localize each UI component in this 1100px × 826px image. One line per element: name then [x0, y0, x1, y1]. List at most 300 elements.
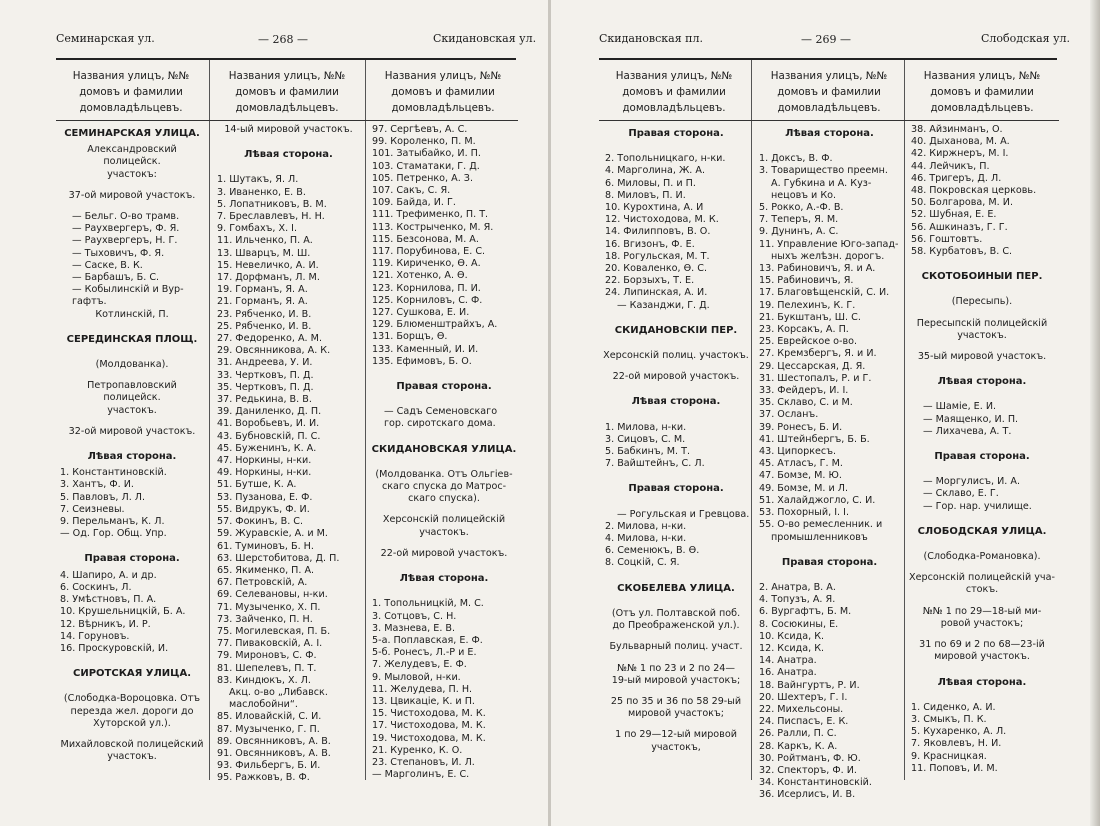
spacer	[215, 136, 362, 145]
house-entry: 119. Кириченко, Ѳ. А.	[372, 258, 481, 270]
owner-entry: — Моргулисъ, И. А.	[923, 476, 1021, 488]
house-entry: 61. Туминовъ, Б. Н.	[217, 540, 314, 552]
house-entry: 5. Павловъ, Л. Л.	[60, 491, 146, 503]
house-entry: 65. Якименко, П. А.	[217, 564, 315, 576]
house-entry: 19. Горманъ, Я. А.	[217, 284, 308, 296]
house-entry: 2. Топольницкаго, н-ки.	[605, 153, 726, 165]
district-note: 32-ой мировой участокъ.	[68, 425, 196, 437]
house-entry: 19. Чистоходова, М. К.	[372, 732, 486, 744]
house-entry: 8. Умѣстновъ, П. А.	[60, 594, 157, 606]
house-entry: 12. Чистоходова, М. К.	[605, 214, 719, 226]
spacer	[909, 693, 1055, 702]
house-entry: 71. Музыченко, Х. П.	[217, 601, 321, 613]
district-note: 19-ый мировой участокъ;	[611, 674, 741, 686]
house-entry: 30. Ройтманъ, Ф. Ю.	[759, 752, 861, 764]
entry-column	[215, 124, 362, 785]
district-note: 22-ой мировой участокъ.	[380, 547, 508, 559]
house-entry: 4. Шапиро, А. и др.	[60, 569, 157, 581]
house-entry: 47. Бомзе, М. Ю.	[759, 470, 842, 482]
section-heading: Правая сторона.	[396, 381, 492, 393]
spacer	[909, 513, 1055, 522]
house-entry: 3. Смыкъ, П. К.	[911, 713, 987, 725]
spacer	[370, 368, 518, 377]
owner-entry: ныхъ желѣзн. дорогъ.	[771, 250, 885, 262]
spacer	[58, 438, 206, 447]
spacer	[58, 730, 206, 739]
entry-column	[603, 124, 749, 754]
district-note: 14-ый мировой участокъ.	[224, 124, 353, 135]
spacer	[603, 341, 749, 350]
owner-entry: маслобойни“.	[229, 699, 298, 711]
page-number: — 268 —	[258, 33, 308, 46]
house-entry: 3. Сицовъ, С. М.	[605, 433, 686, 445]
house-entry: 6. Миловы, П. и П.	[605, 177, 696, 189]
spacer	[58, 350, 206, 359]
district-note: 35-ый мировой участокъ.	[917, 351, 1047, 363]
column-header-text: Названия улицъ, №№ домовъ и фамилии домовладѣльцевъ.	[384, 70, 502, 114]
house-entry: 131. Борщъ, Ѳ.	[372, 331, 448, 343]
house-entry: 1. Шутакъ, Я. Л.	[217, 174, 299, 186]
house-entry: 11. Желудева, П. Н.	[372, 683, 473, 695]
house-entry: 25. Рябченко, И. В.	[217, 320, 312, 332]
owner-entry: — Маященко, И. П.	[923, 413, 1019, 425]
section-heading: СЛОБОДСКАЯ УЛИЦА.	[917, 525, 1047, 537]
house-entry: 3. Иваненко, Е. В.	[217, 186, 306, 198]
house-entry: 48. Покровская церковь.	[911, 185, 1037, 197]
spacer	[58, 684, 206, 693]
house-entry: 22. Михельсоны.	[759, 703, 844, 715]
spacer	[909, 563, 1055, 572]
entry-column	[909, 124, 1055, 775]
district-note: Александровский полицейск.	[87, 144, 177, 168]
district-note: (Пересыпь).	[951, 296, 1013, 308]
spacer	[58, 202, 206, 211]
owner-entry: — Лихачева, А. Т.	[923, 425, 1012, 437]
house-entry: 16. Проскуровскiй, И.	[60, 642, 169, 654]
house-entry: 10. Крушельницкiй, Б. А.	[60, 606, 186, 618]
district-note: скаго спуска до Матрос-	[381, 481, 507, 493]
spacer	[370, 431, 518, 440]
house-entry: 123. Корнилова, П. И.	[372, 282, 481, 294]
house-entry: 133. Каменный, И. И.	[372, 343, 479, 355]
house-entry: 1. Милова, н-ки.	[605, 421, 687, 433]
house-entry: 51. Халайджогло, С. И.	[759, 494, 876, 506]
spacer	[909, 542, 1055, 551]
house-entry: 53. Пузанова, Е. Ф.	[217, 491, 313, 503]
house-entry: 5. Бабкинъ, М. Т.	[605, 446, 691, 458]
spacer	[370, 460, 518, 469]
spacer	[603, 632, 749, 641]
district-note: участокъ:	[107, 168, 157, 180]
house-entry: 97. Сергѣевъ, А. С.	[372, 124, 468, 135]
house-entry: 79. Мироновъ, С. Ф.	[217, 650, 317, 662]
owner-entry: — Рогульская и Гревцова.	[617, 508, 749, 520]
house-entry: 25. Еврейское о-во.	[759, 336, 858, 348]
section-heading: Правая сторона.	[934, 451, 1030, 463]
spacer	[603, 570, 749, 579]
house-entry: 3. Сотцовъ, С. Н.	[372, 610, 457, 622]
section-heading: Лѣвая сторона.	[87, 451, 177, 463]
section-heading: СКИДАНОВСКIЙ ПЕР.	[614, 324, 738, 336]
column-header-text: Названия улицъ, №№ домовъ и фамилии домовладѣльцевъ.	[923, 70, 1041, 114]
spacer	[603, 383, 749, 392]
left-page	[0, 0, 549, 826]
house-entry: 56. Гоштовтъ.	[911, 233, 983, 245]
house-entry: 23. Корсакъ, А. П.	[759, 324, 849, 336]
house-entry: 35. Чертковъ, П. Д.	[217, 381, 314, 393]
owner-entry: — Шамiе, Е. И.	[923, 401, 997, 413]
district-note: Херсонскiй полицейскiй	[382, 514, 506, 526]
house-entry: 58. Курбатовъ, В. С.	[911, 246, 1013, 258]
house-entry: 5-б. Ронесъ, Л.-Р и Е.	[372, 647, 477, 659]
house-entry: 17. Дорфманъ, Л. М.	[217, 272, 320, 284]
house-entry: 15. Рабиновичъ, Я.	[759, 275, 854, 287]
house-entry: 117. Порубинова, Е. С.	[372, 246, 486, 258]
section-heading: Лѣвая сторона.	[399, 573, 489, 585]
owner-entry: — Раухвергеръ, Ф. Я.	[72, 223, 180, 235]
spacer	[909, 363, 1055, 372]
spacer	[603, 312, 749, 321]
district-note: 37-ой мировой участокъ.	[68, 189, 196, 201]
entry-column	[58, 124, 206, 763]
house-entry: 50. Болгарова, М. И.	[911, 197, 1014, 209]
district-note: участокъ,	[651, 741, 701, 753]
district-note: мировой участокъ.	[934, 651, 1030, 663]
section-heading: СКОТОБОЙНЫЙ ПЕР.	[921, 271, 1043, 283]
house-entry: 3. Хантъ, Ф. И.	[60, 479, 134, 491]
district-note: Херсонскiй полиц. участокъ.	[603, 350, 749, 362]
house-entry: 36. Исерлисъ, И. В.	[759, 789, 856, 801]
section-heading: СКОБЕЛЕВА УЛИЦА.	[617, 582, 735, 594]
house-entry: 9. Мыловой, н-ки.	[372, 671, 461, 683]
house-entry: 21. Горманъ, Я. А.	[217, 296, 308, 308]
house-entry: 7. Яковлевъ, Н. И.	[911, 738, 1002, 750]
house-entry: 111. Трефименко, П. Т.	[372, 209, 489, 221]
house-entry: — Од. Гор. Общ. Упр.	[60, 528, 167, 540]
district-note: №№ 1 по 23 и 2 по 24—	[616, 662, 736, 674]
house-entry: 32. Спекторъ, Ф. И.	[759, 764, 857, 776]
house-entry: 18. Рогульская, М. Т.	[605, 250, 710, 262]
district-note: участокъ.	[107, 751, 157, 763]
section-heading: Лѣвая сторона.	[631, 396, 721, 408]
house-entry: 10. Курохтина, А. И	[605, 202, 704, 214]
house-entry: 59. Журавскiе, А. и М.	[217, 528, 328, 540]
spacer	[909, 309, 1055, 318]
column-header-text: Названия улицъ, №№ домовъ и фамилии домовладѣльцевъ.	[770, 70, 888, 114]
house-entry: 69. Селевановы, н-ки.	[217, 589, 328, 601]
house-entry: 17. Благовѣщенскiй, С. И.	[759, 287, 890, 299]
house-entry: 45. Буженинъ, К. А.	[217, 442, 317, 454]
column-header-1	[599, 68, 749, 116]
house-entry: 6. Соскинъ, Л.	[60, 581, 132, 593]
spacer	[909, 258, 1055, 267]
house-entry: 93. Фильбергъ, Б. И.	[217, 760, 321, 772]
district-note: №№ 1 по 29—18-ый ми-	[922, 605, 1042, 617]
spacer	[603, 500, 749, 509]
house-entry: 1. Доксъ, В. Ф.	[759, 153, 833, 165]
house-entry: 11. Управление Юго-запад-	[759, 238, 899, 250]
house-entry: 4. Милова, н-ки.	[605, 533, 687, 545]
section-heading: СЕРЕДИНСКАЯ ПЛОЩ.	[66, 333, 198, 345]
house-entry: 73. Зайченко, П. Н.	[217, 613, 313, 625]
house-entry: 8. Миловъ, П. И.	[605, 189, 686, 201]
house-entry: 3. Мазнева, Е. В.	[372, 622, 456, 634]
house-entry: 9. Красницкая.	[911, 750, 987, 762]
house-entry: 56. Ашкиназъ, Г. Г.	[911, 221, 1008, 233]
column-header-1	[56, 68, 206, 116]
house-entry: 43. Бубновскiй, П. С.	[217, 430, 321, 442]
house-entry: 16. Вгизонъ, Ф. Е.	[605, 238, 695, 250]
house-entry: 43. Ципоркесъ.	[759, 446, 837, 458]
owner-entry: — Кобылинскiй и Вур-	[72, 284, 184, 296]
house-entry: 20. Шехтеръ, Г. I.	[759, 691, 848, 703]
house-entry: 33. Фейдеръ, И. I.	[759, 385, 849, 397]
house-entry: 8. Соцкiй, С. Я.	[605, 557, 680, 569]
house-entry: 129. Блюменштрайхъ, А.	[372, 319, 498, 331]
owner-entry: — Склаво, Е. Г.	[923, 488, 999, 500]
spacer	[909, 597, 1055, 606]
house-entry: 87. Музыченко, Г. П.	[217, 723, 320, 735]
house-entry: 17. Чистоходова, М. К.	[372, 720, 486, 732]
district-note: (Молдованка).	[95, 359, 169, 371]
spacer	[215, 165, 362, 174]
house-entry: 18. Вайнгуртъ, Р. И.	[759, 679, 860, 691]
house-entry: 41. Штейнбергъ, Б. Б.	[759, 433, 870, 445]
house-entry: 7. Желудевъ, Е. Ф.	[372, 659, 467, 671]
house-entry: 89. Овсянниковъ, А. В.	[217, 735, 331, 747]
spacer	[909, 287, 1055, 296]
section-heading: Лѣвая сторона.	[785, 128, 874, 139]
district-note: Бульварный полиц. участ.	[609, 641, 743, 653]
house-entry: 1. Константиновскiй.	[60, 467, 167, 479]
house-entry: 15. Чистоходова, М. К.	[372, 708, 486, 720]
column-header-2	[212, 68, 362, 116]
district-note: перезда жел. дороги до	[70, 705, 194, 717]
house-entry: 14. Анатра.	[759, 655, 817, 667]
house-entry: 135. Ефимовъ, Б. О.	[372, 355, 472, 367]
house-entry: 7. Бреславлевъ, Н. Н.	[217, 211, 325, 223]
house-entry: 9. Дунинъ, А. С.	[759, 226, 839, 238]
header-bottom-rule	[599, 120, 1059, 121]
house-entry: 85. Иловайскiй, С. И.	[217, 711, 322, 723]
section-heading: Лѣвая сторона.	[244, 149, 333, 161]
house-entry: 14. Филипповъ, В. О.	[605, 226, 711, 238]
owner-entry: — Садъ Семеновскаго	[384, 406, 498, 418]
house-entry: 12. Вѣрникъ, И. Р.	[60, 618, 151, 630]
house-entry: 20. Коваленко, Ѳ. С.	[605, 263, 707, 275]
house-entry: 107. Сакъ, С. Я.	[372, 185, 451, 197]
house-entry: 5. Кухаренко, А. Л.	[911, 726, 1007, 738]
house-entry: 125. Корниловъ, С. Ф.	[372, 294, 483, 306]
district-note: ровой участокъ;	[940, 617, 1024, 629]
house-entry: 91. Овсянниковъ, А. В.	[217, 747, 331, 759]
house-entry: 121. Хотенко, А. Ѳ.	[372, 270, 468, 282]
house-entry: 81. Шепелевъ, П. Т.	[217, 662, 317, 674]
house-entry: 6. Семенюкъ, В. Ѳ.	[605, 545, 700, 557]
district-note: участокъ.	[957, 329, 1007, 341]
house-entry: 113. Кострыченко, М. Я.	[372, 221, 494, 233]
owner-entry: — Саске, В. К.	[72, 259, 143, 271]
owner-entry: А. Губкина и А. Куз-	[771, 177, 872, 189]
header-rule	[599, 58, 1057, 60]
house-entry: 8. Сосюкины, Е.	[759, 618, 839, 630]
spacer	[603, 687, 749, 696]
district-note: Михайловской полицейский	[60, 738, 204, 750]
district-note: (Молдованка. Отъ Ольгiев-	[375, 468, 513, 480]
column-divider	[365, 60, 366, 780]
owner-entry: гафтъ.	[72, 296, 107, 308]
house-entry: 2. Милова, н-ки.	[605, 520, 687, 532]
house-entry: 49. Бомзе, М. и Л.	[759, 482, 849, 494]
district-note: Котлинскiй, П.	[95, 308, 169, 320]
house-entry: 10. Ксида, К.	[759, 630, 825, 642]
house-entry: 3. Товарищество преемн.	[759, 165, 888, 177]
house-entry: 52. Шубная, Е. Е.	[911, 209, 997, 221]
spacer	[603, 720, 749, 729]
district-note: 31 по 69 и 2 по 68—23-iй	[919, 639, 1045, 651]
house-entry: 95. Ражковъ, В. Ф.	[217, 772, 310, 784]
house-entry: 46. Тригеръ, Д. Л.	[911, 172, 1002, 184]
column-header-3	[907, 68, 1057, 116]
column-header-2	[754, 68, 904, 116]
section-heading: СКИДАНОВСКАЯ УЛИЦА.	[371, 443, 517, 455]
house-entry: 24. Липинская, А. И.	[605, 287, 708, 299]
house-entry: 49. Норкины, н-ки.	[217, 467, 312, 479]
section-heading: Лѣвая сторона.	[937, 376, 1027, 388]
running-head-left: Семинарская ул.	[56, 32, 155, 45]
house-entry: 37. Осланъ.	[759, 409, 819, 421]
spacer	[909, 630, 1055, 639]
house-entry: 6. Вургафтъ, Б. М.	[759, 606, 852, 618]
spacer	[58, 371, 206, 380]
spacer	[909, 438, 1055, 447]
house-entry: 101. Затыбайко, И. П.	[372, 148, 481, 160]
house-entry: 24. Пиcпасъ, Е. К.	[759, 716, 849, 728]
spacer	[909, 342, 1055, 351]
house-entry: 29. Цессарская, Д. Я.	[759, 360, 866, 372]
house-entry: 16. Анатра.	[759, 667, 817, 679]
owner-entry: промышленниковъ	[771, 531, 868, 543]
owner-entry: — Казанджи, Г. Д.	[617, 299, 710, 311]
section-heading: Правая сторона.	[628, 128, 724, 139]
spacer	[757, 144, 902, 153]
house-entry: 9. Гомбахъ, Х. I.	[217, 223, 298, 235]
house-entry: 75. Могилевская, П. Б.	[217, 625, 331, 637]
house-entry: 127. Сушкова, Е. И.	[372, 307, 470, 319]
house-entry: 13. Шварцъ, М. Ш.	[217, 247, 311, 259]
house-entry: 39. Ронесъ, Б. И.	[759, 421, 843, 433]
house-entry: 22. Борзыхъ, Т. Е.	[605, 275, 695, 287]
district-note: Хуторской ул.).	[93, 717, 171, 729]
section-heading: Лѣвая сторона.	[937, 676, 1027, 688]
spacer	[58, 417, 206, 426]
house-entry: 42. Киржнеръ, М. I.	[911, 148, 1009, 160]
spacer	[370, 589, 518, 598]
column-divider	[751, 60, 752, 780]
spacer	[58, 540, 206, 549]
district-note: Петропавловский полицейск.	[87, 380, 177, 404]
section-heading: СЕМИНАРСКАЯ УЛИЦА.	[64, 128, 200, 139]
district-note: (Слободка-Романовка).	[923, 551, 1041, 563]
house-entry: 28. Каркъ, К. А.	[759, 740, 838, 752]
house-entry: 12. Ксида, К.	[759, 642, 825, 654]
entry-column	[370, 124, 518, 781]
district-note: (Отъ ул. Полтавской поб.	[611, 607, 741, 619]
column-header-text: Названия улицъ, №№ домовъ и фамилии домовладѣльцевъ.	[228, 70, 346, 114]
house-entry: 13. Цвикацiе, К. и П.	[372, 695, 475, 707]
spacer	[909, 392, 1055, 401]
house-entry: 45. Атласъ, Г. М.	[759, 458, 843, 470]
spacer	[603, 470, 749, 479]
house-entry: 5. Рокко, А.-Ф. В.	[759, 202, 844, 214]
house-entry: 19. Пелехинъ, К. Г.	[759, 299, 856, 311]
district-note: скаго спуска).	[408, 493, 480, 505]
house-entry: 109. Байда, И. Г.	[372, 197, 456, 209]
spacer	[603, 144, 749, 153]
house-entry: 26. Ралли, П. С.	[759, 728, 837, 740]
district-note: стокъ.	[965, 584, 999, 596]
house-entry: 5. Лопатниковъ, В. М.	[217, 198, 327, 210]
house-entry: 99. Короленко, П. М.	[372, 136, 476, 148]
house-entry: 27. Кремзбергъ, Я. и И.	[759, 348, 877, 360]
spacer	[909, 664, 1055, 673]
district-note: 22-ой мировой участокъ.	[612, 371, 740, 383]
spacer	[58, 321, 206, 330]
house-entry: 1. Топольницкiй, М. С.	[372, 598, 484, 610]
house-entry: 57. Фокинъ, В. С.	[217, 516, 304, 528]
house-entry: 44. Лейчикъ, П.	[911, 160, 990, 172]
spacer	[757, 544, 902, 553]
running-head-right: Слободская ул.	[981, 32, 1071, 45]
house-entry: 33. Чертковъ, П. Д.	[217, 369, 314, 381]
house-entry: 5-а. Поплавская, Е. Ф.	[372, 634, 483, 646]
district-note: Херсонскiй полицейскiй уча-	[909, 572, 1055, 584]
spacer	[58, 181, 206, 190]
district-note: участокъ.	[419, 526, 469, 538]
house-entry: 63. Шерстобитова, Д. П.	[217, 552, 340, 564]
district-note: до Преображенской ул.).	[612, 620, 740, 632]
house-entry: 29. Овсянникова, А. К.	[217, 345, 331, 357]
running-head-right: Скидановская ул.	[433, 32, 537, 45]
house-entry: 115. Безсонова, М. А.	[372, 233, 479, 245]
house-entry: 83. Киндюкъ, Х. Л.	[217, 674, 311, 686]
section-heading: Правая сторона.	[84, 553, 180, 565]
house-entry: 11. Ильченко, П. А.	[217, 235, 313, 247]
entry-column	[757, 124, 902, 802]
district-note: 1 по 29—12-ый мировой	[615, 729, 737, 741]
house-entry: 77. Пиваковскiй, А. I.	[217, 638, 323, 650]
column-header-text: Названия улицъ, №№ домовъ и фамилии домовладѣльцевъ.	[615, 70, 733, 114]
column-divider	[209, 60, 210, 780]
house-entry: 13. Рабиновичъ, Я. и А.	[759, 263, 876, 275]
page-number: — 269 —	[801, 33, 851, 46]
owner-entry: гор. сиротскаго дома.	[384, 418, 496, 430]
house-entry: 35. Склаво, С. и М.	[759, 397, 853, 409]
book-edge-right	[1090, 0, 1100, 826]
district-note: участокъ.	[107, 404, 157, 416]
column-divider	[904, 60, 905, 780]
owner-entry: — Барбашъ, Б. С.	[72, 272, 160, 284]
house-entry: 39. Даниленко, Д. П.	[217, 406, 322, 418]
house-entry: 34. Константиновскiй.	[759, 777, 872, 789]
house-entry: 4. Топузъ, А. Я.	[759, 594, 836, 606]
spacer	[370, 397, 518, 406]
house-entry: 14. Горуновъ.	[60, 630, 130, 642]
section-heading: СИРОТСКАЯ УЛИЦА.	[73, 668, 191, 680]
spacer	[757, 573, 902, 582]
house-entry: 31. Андреева, У. И.	[217, 357, 313, 369]
house-entry: 27. Федоренко, А. М.	[217, 333, 322, 345]
